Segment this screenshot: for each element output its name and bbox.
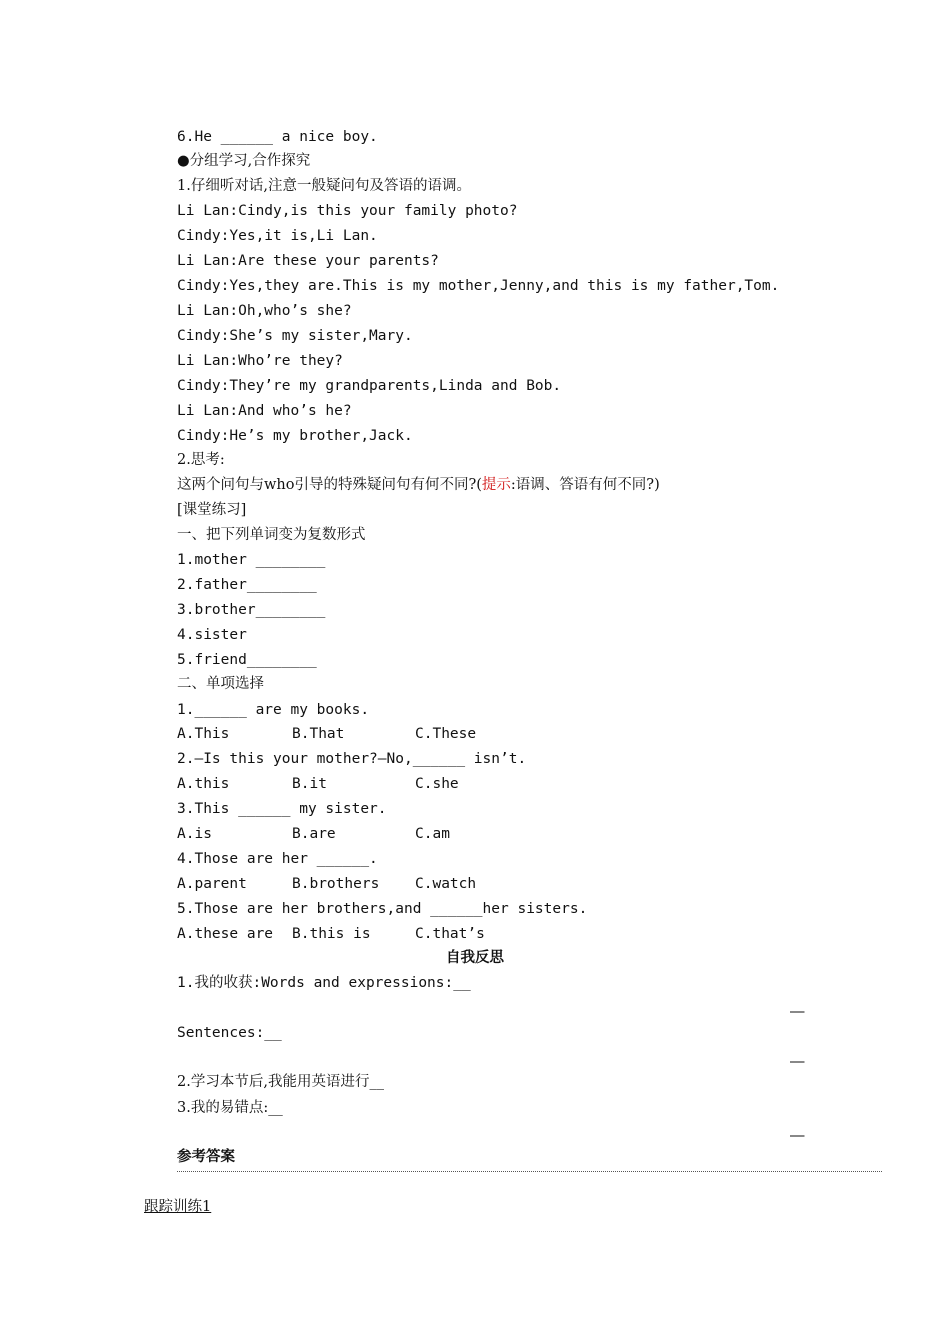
- dialogue-line: Li Lan:Are these your parents?: [177, 253, 439, 269]
- document-page: 6.He ______ a nice boy. ●分组学习,合作探究 1.仔细听对话,注意一般疑问句及答语的语调。 Li Lan:Cindy,is this your family photo? Cindy:Yes,it is,Li Lan. Li Lan:Are these your parents? Cindy:Yes,they are.This is my mother,Jenny,and this is my father,Tom. Li Lan:Oh,who’s she? Cindy:She’s my sister,Mary. Li Lan:Who’re they? Cindy:They’re my grandparents,Linda and Bob. Li Lan:And who’s he? Cindy:He’s my brother,Jack. 2.思考: 这两个问句与who引导的特殊疑问句有何不同?(提示:语调、答语有何不同?) [课堂练习] 一、把下列单词变为复数形式 1.mother ________ 2.father________ 3.brother________ 4.sister 5.friend________ 二、单项选择 1.______ are my books. A.This B.That C.These 2.—Is this your mother?—No,______ isn’t. A.this B.it C.she 3.This ______ my sister. A.is B.are C.am 4.Those are her ______. A.parent B.brothers C.watch 5.Those are her brothers,and ______her sisters. A.these are B.this is C.that’s 自我反思 1.我的收获:Words and expressions:__ — Sentences:__ — 2.学习本节后,我能用英语进行__ 3.我的易错点:__ — 参考答案 跟踪训练1: [0, 0, 950, 1344]
- dialogue-line: Cindy:They’re my grandparents,Linda and Bob.: [177, 378, 562, 394]
- practice-header: [课堂练习]: [177, 502, 247, 518]
- dialogue-line: Cindy:Yes,it is,Li Lan.: [177, 228, 378, 244]
- section2-title: 二、单项选择: [177, 676, 264, 692]
- answer-line-dash: —: [790, 1054, 805, 1070]
- plural-item: 5.friend________: [177, 652, 317, 668]
- think-question: 这两个问句与who引导的特殊疑问句有何不同?(提示:语调、答语有何不同?): [177, 477, 660, 493]
- reflection-title: 自我反思: [446, 950, 504, 966]
- question-1: 1.______ are my books.: [177, 702, 370, 718]
- think-heading: 2.思考:: [177, 452, 225, 468]
- dialogue-line: Cindy:She’s my sister,Mary.: [177, 328, 413, 344]
- reflection-sentences: Sentences:__: [177, 1025, 282, 1041]
- question-2: 2.—Is this your mother?—No,______ isn’t.: [177, 751, 527, 767]
- reflection-item-1: 1.我的收获:Words and expressions:__: [177, 975, 471, 991]
- dialogue-line: Cindy:Yes,they are.This is my mother,Jenny,and this is my father,Tom.: [177, 278, 780, 294]
- hint-label: 提示: [481, 477, 511, 493]
- question-4: 4.Those are her ______.: [177, 851, 378, 867]
- plural-item: 2.father________: [177, 577, 317, 593]
- dialogue-line: Li Lan:Oh,who’s she?: [177, 303, 352, 319]
- plural-item: 4.sister: [177, 627, 247, 643]
- tracking-training-link[interactable]: 跟踪训练1: [144, 1199, 212, 1215]
- listen-instruction: 1.仔细听对话,注意一般疑问句及答语的语调。: [177, 178, 471, 194]
- dotted-separator: [177, 1171, 882, 1172]
- dialogue-line: Li Lan:Who’re they?: [177, 353, 343, 369]
- plural-item: 1.mother ________: [177, 552, 326, 568]
- question-3: 3.This ______ my sister.: [177, 801, 387, 817]
- exercise-line-6: 6.He ______ a nice boy.: [177, 129, 378, 145]
- section1-title: 一、把下列单词变为复数形式: [177, 527, 366, 543]
- question-5: 5.Those are her brothers,and ______her sisters.: [177, 901, 588, 917]
- answers-title: 参考答案: [177, 1149, 235, 1165]
- answer-line-dash: —: [790, 1128, 805, 1144]
- dialogue-line: Li Lan:Cindy,is this your family photo?: [177, 203, 518, 219]
- reflection-item-2: 2.学习本节后,我能用英语进行__: [177, 1074, 384, 1090]
- group-study-heading: ●分组学习,合作探究: [177, 153, 311, 169]
- dialogue-line: Li Lan:And who’s he?: [177, 403, 352, 419]
- plural-item: 3.brother________: [177, 602, 326, 618]
- dialogue-line: Cindy:He’s my brother,Jack.: [177, 428, 413, 444]
- reflection-item-3: 3.我的易错点:__: [177, 1100, 283, 1116]
- answer-line-dash: —: [790, 1004, 805, 1020]
